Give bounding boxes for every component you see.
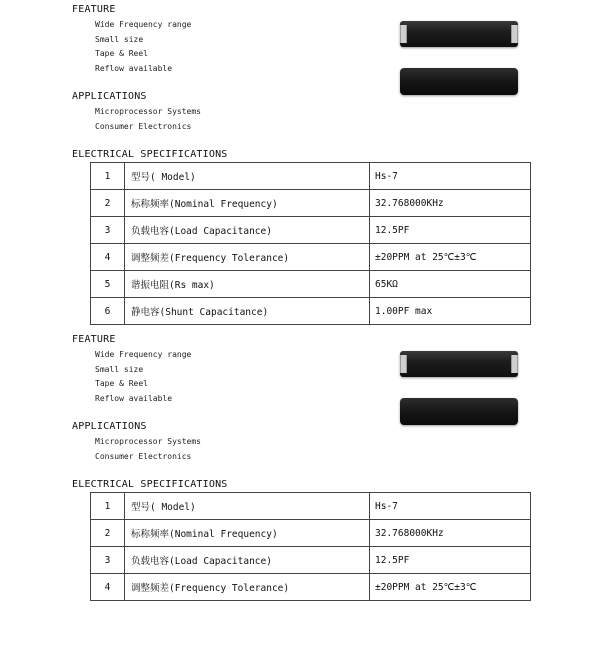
table-row — [91, 298, 531, 325]
table-row — [91, 520, 531, 547]
feature-item: Wide Frequency range — [95, 20, 192, 29]
crystal-product-image-top — [400, 351, 518, 377]
row-number: 2 — [91, 520, 125, 547]
parameter-name: 型号( Model) — [125, 493, 370, 520]
parameter-name: 谐振电阻(Rs max) — [125, 271, 370, 298]
parameter-name: 调整频差(Frequency Tolerance) — [125, 244, 370, 271]
table-row — [91, 271, 531, 298]
spec-block-2 — [0, 330, 600, 660]
application-item: Consumer Electronics — [95, 122, 192, 131]
row-number: 1 — [91, 163, 125, 190]
parameter-value: 32.768000KHz — [370, 190, 531, 217]
parameter-value: 1.00PF max — [370, 298, 531, 325]
applications-heading: APPLICATIONS — [72, 421, 147, 432]
parameter-name: 标称频率(Nominal Frequency) — [125, 520, 370, 547]
application-item: Microprocessor Systems — [95, 437, 201, 446]
feature-item: Reflow available — [95, 394, 173, 403]
parameter-name: 标称频率(Nominal Frequency) — [125, 190, 370, 217]
parameter-value: 12.5PF — [370, 547, 531, 574]
table-row — [91, 217, 531, 244]
feature-heading: FEATURE — [72, 4, 116, 15]
crystal-product-image-top — [400, 21, 518, 47]
feature-item: Tape & Reel — [95, 49, 148, 58]
parameter-value: 32.768000KHz — [370, 520, 531, 547]
parameter-value: 12.5PF — [370, 217, 531, 244]
parameter-value: ±20PPM at 25℃±3℃ — [370, 244, 531, 271]
parameter-name: 负载电容(Load Capacitance) — [125, 547, 370, 574]
feature-item: Small size — [95, 365, 144, 374]
row-number: 2 — [91, 190, 125, 217]
table-row — [91, 163, 531, 190]
row-number: 3 — [91, 217, 125, 244]
row-number: 6 — [91, 298, 125, 325]
row-number: 4 — [91, 244, 125, 271]
table-row — [91, 244, 531, 271]
table-row — [91, 574, 531, 601]
parameter-name: 静电容(Shunt Capacitance) — [125, 298, 370, 325]
feature-item: Small size — [95, 35, 144, 44]
specs-table — [90, 492, 531, 601]
crystal-product-image-bottom — [400, 68, 518, 95]
table-row — [91, 190, 531, 217]
row-number: 4 — [91, 574, 125, 601]
application-item: Consumer Electronics — [95, 452, 192, 461]
electrical-specs-heading: ELECTRICAL SPECIFICATIONS — [72, 149, 228, 160]
parameter-name: 调整频差(Frequency Tolerance) — [125, 574, 370, 601]
parameter-name: 型号( Model) — [125, 163, 370, 190]
table-row — [91, 547, 531, 574]
electrical-specs-heading: ELECTRICAL SPECIFICATIONS — [72, 479, 228, 490]
specs-table — [90, 162, 531, 325]
feature-item: Wide Frequency range — [95, 350, 192, 359]
parameter-value: ±20PPM at 25℃±3℃ — [370, 574, 531, 601]
feature-item: Tape & Reel — [95, 379, 148, 388]
parameter-value: Hs-7 — [370, 493, 531, 520]
feature-heading: FEATURE — [72, 334, 116, 345]
applications-heading: APPLICATIONS — [72, 91, 147, 102]
parameter-value: 65KΩ — [370, 271, 531, 298]
row-number: 5 — [91, 271, 125, 298]
parameter-value: Hs-7 — [370, 163, 531, 190]
feature-item: Reflow available — [95, 64, 173, 73]
parameter-name: 负载电容(Load Capacitance) — [125, 217, 370, 244]
application-item: Microprocessor Systems — [95, 107, 201, 116]
row-number: 1 — [91, 493, 125, 520]
crystal-product-image-bottom — [400, 398, 518, 425]
row-number: 3 — [91, 547, 125, 574]
table-row — [91, 493, 531, 520]
